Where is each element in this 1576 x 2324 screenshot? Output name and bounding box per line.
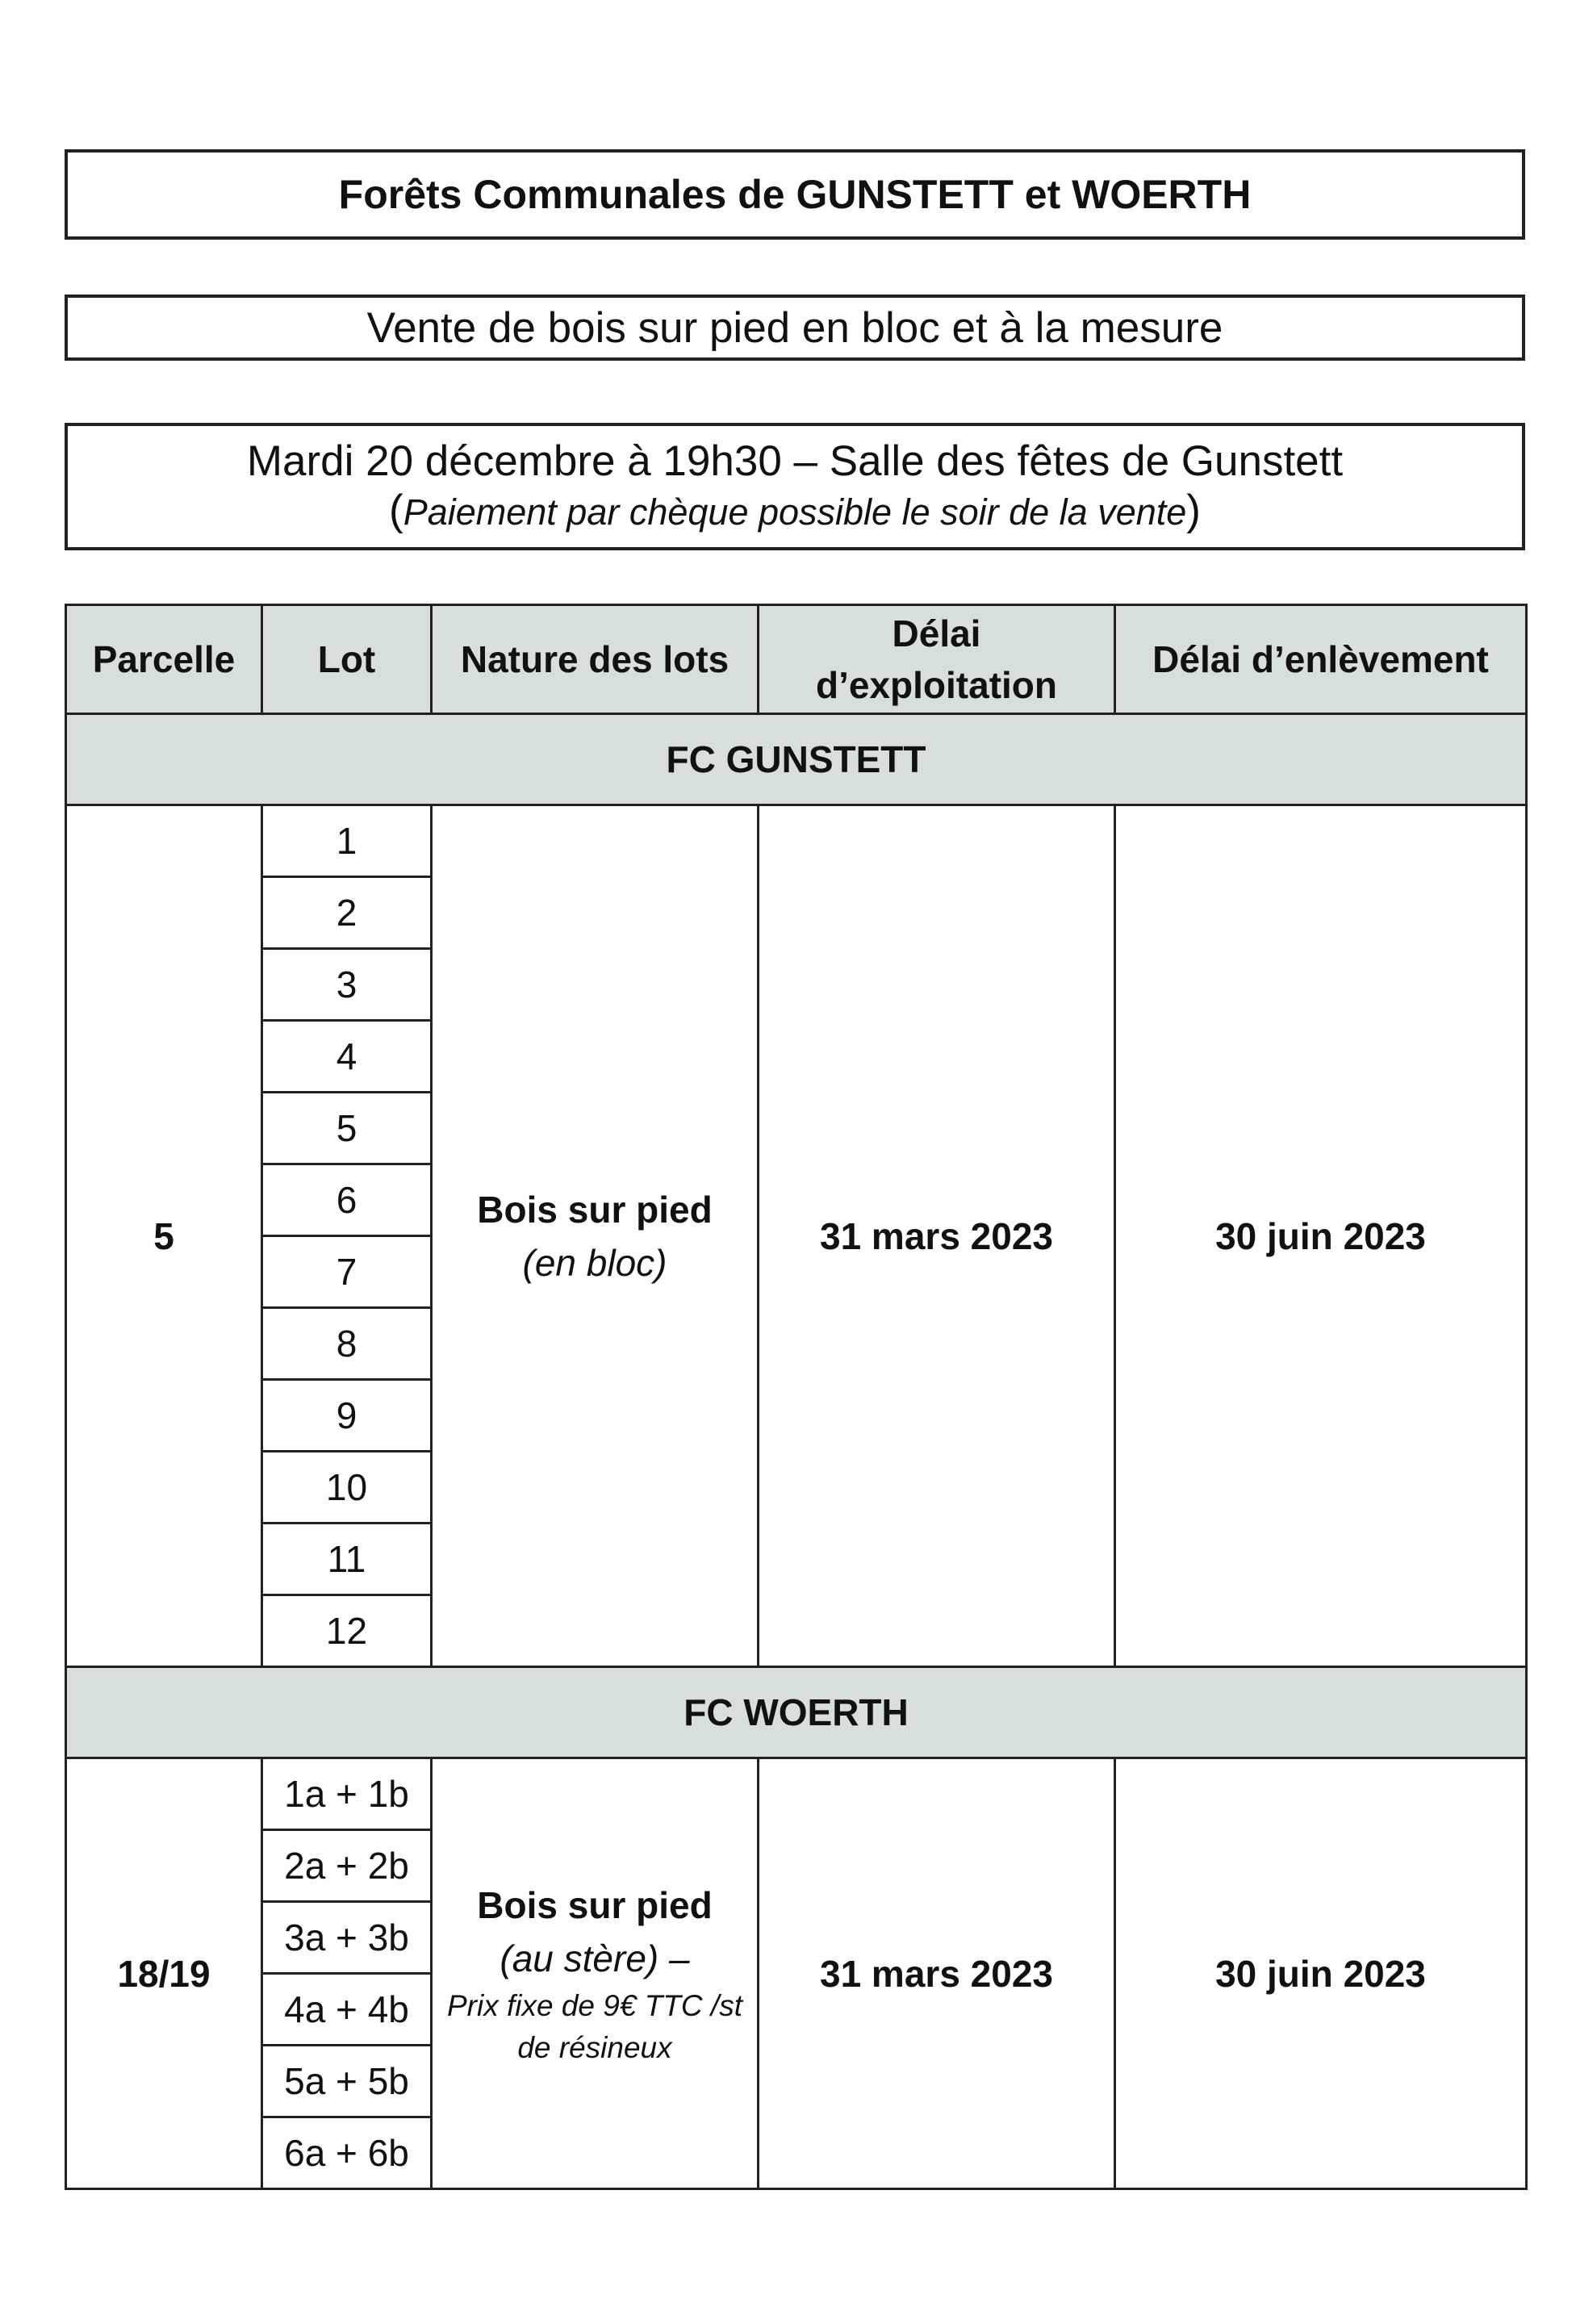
nature-sub: (en bloc) (522, 1241, 667, 1284)
payment-note: Paiement par chèque possible le soir de la vente (403, 491, 1187, 533)
section-row-gunstett (66, 714, 1527, 805)
column-header-nature: Nature des lots (432, 605, 759, 714)
parcelle-cell: 5 (66, 805, 262, 1667)
paren-open: ( (389, 487, 403, 534)
table-row (66, 805, 1527, 877)
lot-cell: 8 (262, 1308, 432, 1380)
lot-cell: 12 (262, 1595, 432, 1667)
nature-title: Bois sur pied (477, 1883, 713, 1926)
page-subtitle: Vente de bois sur pied en bloc et à la mesure (366, 303, 1223, 352)
nature-sub: (au stère) – (500, 1937, 690, 1979)
lot-cell: 1a + 1b (262, 1758, 432, 1830)
delai-enlevement-cell: 30 juin 2023 (1115, 805, 1527, 1667)
paren-close: ) (1186, 487, 1201, 534)
title-box (65, 149, 1525, 240)
lot-cell: 6 (262, 1164, 432, 1236)
payment-note-line (389, 487, 1201, 537)
page-title: Forêts Communales de GUNSTETT et WOERTH (338, 172, 1252, 217)
nature-note: Prix fixe de 9€ TTC /st de résineux (447, 1988, 742, 2064)
nature-cell (432, 1758, 759, 2189)
delai-enlevement-cell: 30 juin 2023 (1115, 1758, 1527, 2189)
nature-cell (432, 805, 759, 1667)
section-row-woerth (66, 1667, 1527, 1758)
lot-cell: 5a + 5b (262, 2046, 432, 2117)
delai-exploitation-cell: 31 mars 2023 (759, 1758, 1115, 2189)
lot-cell: 3a + 3b (262, 1902, 432, 1974)
lot-cell: 11 (262, 1524, 432, 1595)
lot-cell: 5 (262, 1093, 432, 1164)
lot-cell: 2a + 2b (262, 1830, 432, 1902)
lot-cell: 7 (262, 1236, 432, 1308)
section-title: FC WOERTH (66, 1667, 1527, 1758)
table-row (66, 1758, 1527, 1830)
column-header-delai-exploitation: Délai d’exploitation (759, 605, 1115, 714)
column-header-parcelle: Parcelle (66, 605, 262, 714)
lots-table (65, 604, 1528, 2190)
lot-cell: 4a + 4b (262, 1974, 432, 2046)
lot-cell: 3 (262, 949, 432, 1021)
lot-cell: 6a + 6b (262, 2117, 432, 2189)
lot-cell: 9 (262, 1380, 432, 1452)
table-header-row (66, 605, 1527, 714)
parcelle-cell: 18/19 (66, 1758, 262, 2189)
lot-cell: 4 (262, 1021, 432, 1093)
lot-cell: 1 (262, 805, 432, 877)
date-box (65, 423, 1525, 550)
lot-cell: 2 (262, 877, 432, 949)
lot-cell: 10 (262, 1452, 432, 1524)
date-line: Mardi 20 décembre à 19h30 – Salle des fêtes de Gunstett (246, 437, 1344, 485)
section-title: FC GUNSTETT (66, 714, 1527, 805)
delai-exploitation-cell: 31 mars 2023 (759, 805, 1115, 1667)
column-header-delai-enlevement: Délai d’enlèvement (1115, 605, 1527, 714)
subtitle-box (65, 295, 1525, 361)
nature-title: Bois sur pied (477, 1188, 713, 1231)
column-header-lot: Lot (262, 605, 432, 714)
